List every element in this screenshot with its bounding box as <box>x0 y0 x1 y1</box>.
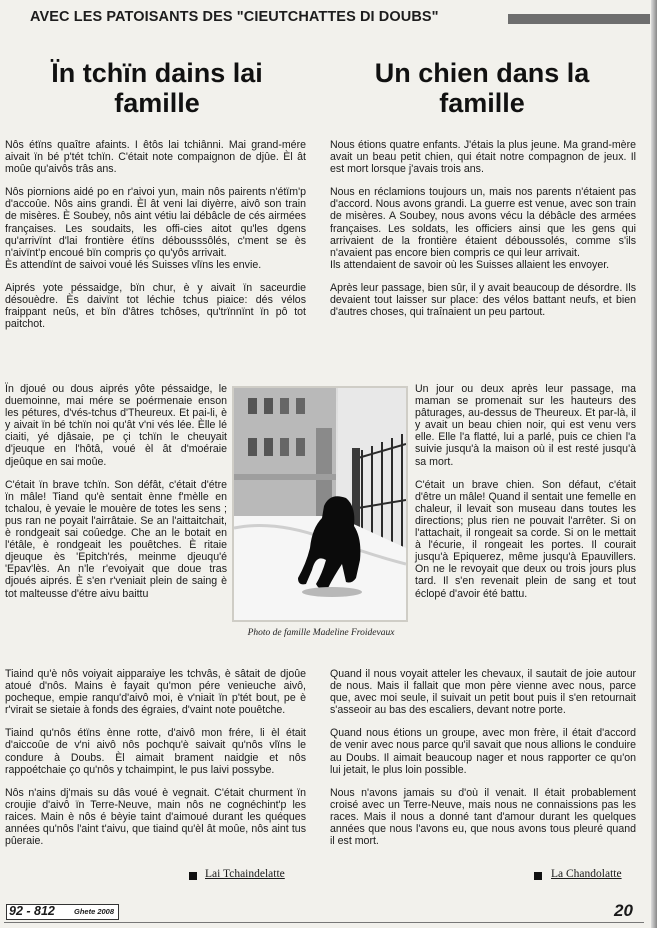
issue-note: Ghete 2008 <box>74 907 115 916</box>
section-header-text: AVEC LES PATOISANTS DES "CIEUTCHATTES DI DOUBS" <box>30 9 439 25</box>
patois-paragraph: Tiaind qu'nôs étïns ènne rotte, d'aivô mon frére, li èl était d'aiccoûe de v'ni aivô nôs pochqu'è saivait qu'nôs vlïns le condure à Doubs. Èl aimait brament naidgie et nôs rappoétchaie ço qu'nôs y tchaimpint, le pus laivi possybe. <box>5 727 306 776</box>
patois-paragraph: Ïn djoué ou dous aiprés yôte péssaidge, le duemoinne, mai mére se poérmenaie enson les pétures, d'vés-tchus d'Theureux. Et pai-li, è y aivait ïn bé tchïn noi qu'ât v'ni vés lée. Èlle lé ciaiti, yé djâsaie, pe çi tchïn le cheuyait d'jeuque en l'hôtâ, voué èl ât d'moéraie djeûque en sai moûe. <box>5 383 227 468</box>
article-title-patois: Ïn tchïn dains lai famille <box>51 58 263 118</box>
signature-bullet-icon <box>534 872 542 880</box>
signature-bullet-icon <box>189 872 197 880</box>
family-photo <box>232 386 408 622</box>
header-decor-bar <box>508 14 650 24</box>
patois-column-top <box>5 139 306 341</box>
article-title-french: Un chien dans la famille <box>374 58 590 118</box>
patois-paragraph: C'était ïn brave tchïn. Son défât, c'était d'étre ïn mâle! Tiand qu'è sentait ènne f'mèlle en tchalou, è yevaie le mouère de totes les sens ; pus ran ne poyait l'airrâtaie. Se an l'aittaitchait, è rondgeait sai coûedge. Che an le botait en l'étâle, è rondgeait les pouêtches. È ritaie djeuque ès 'Epitch'rés, meinme djeuqu'é 'Epav'lès. An n'le r'evoiyait que doue tras djoués aiprés. È s'en r'veniait plein de saing è tot malteusse d'étre aivu baittu <box>5 478 227 600</box>
french-column-top <box>330 139 636 329</box>
page-number: 20 <box>614 901 633 920</box>
footer-divider <box>4 922 644 923</box>
french-column-middle <box>415 383 636 611</box>
dog-photo-image <box>234 388 406 620</box>
french-paragraph: Ils attendaient de savoir où les Suisses allaient les envoyer. <box>330 258 610 271</box>
patois-paragraph: Nôs étïns quaître afaints. I êtôs lai tchiânni. Mai grand-mére aivait ïn bé p'tét tchïn. C'était note compaignon de djûe. Èl ât moûe qu'aivôs trâs ans. <box>5 139 306 176</box>
patois-paragraph: Tiaind qu'è nôs voiyait aipparaiye les tchvâs, è sâtait de djoûe atoué d'nôs. Mains è fayait qu'mon pére venieuche aivô, pocheque, empie ranqu'd'aivô moi, è v'niait ïn p'tét bout, pe è r'virait se sietaie à fonds des égraies, d'vaint note pouêtche. <box>5 668 306 717</box>
french-column-bottom <box>330 668 636 858</box>
patois-paragraph: Aiprés yote péssaidge, bïn chur, è y aivait ïn saceurdie désouèdre. Ès daivïnt tot léchie tchus piaice: dés vélos fraippant neûs, et bïn d'âtres tchôses, qu'trïnnïnt ïn pô tot paitchot. <box>5 281 306 331</box>
patois-paragraph: Nôs piornions aidé po en r'aivoi yun, main nôs pairents n'étïm'p d'accoûe. Nôs ains grandi. Èl ât veni lai diyèrre, aivô son train de misères. È Soubey, nôs aint vétiu lai débâcle de cés airmées françaises. Les soudaits, les offi-cies aitot qu'les dgens qu'arrivïnt d'lai frontière étïns débousssôlés, c'ment se ès n'aivïnt'p encoué bïn compris ço qu'yôs arrivait. <box>5 186 306 259</box>
french-paragraph: Nous n'avons jamais su d'où il venait. Il était probablement croisé avec un Terre-Neuve, mais nous ne connaissions pas les races. Mais il nous a donné tant d'amour durant les quelques années que nous l'avons eu, que nous avons tous pleuré quand il est mort. <box>330 786 636 848</box>
french-paragraph: Quand nous étions un groupe, avec mon frère, il était d'accord de venir avec nous parce qu'il savait que nous allions le conduire au Doubs. Il aimait beaucoup nager et nous rapporter ce qu'on lui jetait, le plus loin possible. <box>330 727 636 776</box>
patois-paragraph: Ès attendïnt de saivoi voué lés Suisses vlïns les envie. <box>5 258 262 271</box>
french-paragraph: Un jour ou deux après leur passage, ma maman se promenait sur les hauteurs des pâturages, au-dessus de Theureux. Et par-là, il y avait un beau chien noir, qui est venu vers elle. Elle l'a flatté, lui a parlé, puis ce chien l'a suivie jusqu'à la maison où il est resté jusqu'à sa mort. <box>415 383 636 468</box>
french-paragraph: C'était un brave chien. Son défaut, c'était d'être un mâle! Quand il sentait une femelle en chaleur, il levait son museau dans toutes les directions; plus rien ne pouvait l'arrêter. Si on l'attachait, il rongeait sa corde. Si on le mettait à l'écurie, il rongeait les portes. Il courait jusqu'à Epiquerez, même jusqu'à Epauvillers. On ne le revoyait que deux ou trois jours plus tard. Il s'en revenait plein de sang et tout éclopé d'avoir été battu. <box>415 478 636 600</box>
signature-french: La Chandolatte <box>551 868 622 880</box>
section-header <box>10 6 640 28</box>
patois-paragraph: Nôs n'ains dj'mais su dâs voué è vegnait. C'était churment ïn croujie d'aivô ïn Terre-Neuve, main nôs ne cognéchint'p les raices. Main è nôs é bèyie taint d'aimoué durant les quéques années qu'nôs l'aint t'aivu, que tiaind qu'èl ât moûe, nôs aint tus pûeraie. <box>5 786 306 848</box>
signature-patois: Lai Tchaindelatte <box>205 868 285 880</box>
issue-number: 92 - 812 <box>9 904 55 918</box>
issue-box <box>6 904 119 920</box>
photo-caption: Photo de famille Madeline Froidevaux <box>247 628 395 638</box>
patois-column-bottom <box>5 668 306 858</box>
french-paragraph: Après leur passage, bien sûr, il y avait beaucoup de désordre. Ils devaient tout laisser sur place: des vélos battant neufs, et bien d'autres choses, qui traînaient un peu partout. <box>330 281 636 319</box>
page-edge <box>651 0 657 928</box>
french-paragraph: Quand il nous voyait atteler les chevaux, il sautait de joie autour de nous. Mais il fallait que mon père vienne avec nous, parce que, avec moi seule, il suivait un petit bout puis il s'en retournait s'asseoir au bas des escaliers, devant notre porte. <box>330 668 636 717</box>
french-paragraph: Nous étions quatre enfants. J'étais la plus jeune. Ma grand-mère avait un beau petit chien, qui était notre compagnon de jeux. Il est mort lorsque j'avais trois ans. <box>330 139 636 176</box>
french-paragraph: Nous en réclamions toujours un, mais nos parents n'étaient pas d'accord. Nous avons grandi. La guerre est venue, avec son train de misères. A Soubey, nous avons vécu la débâcle des armées françaises. Les soldats, les officiers ainsi que les gens qui arrivaient de la frontière étaient déboussolés, comme s'ils n'avaient pas encore bien compris ce qui leur arrivait. <box>330 186 636 259</box>
patois-column-middle <box>5 383 227 611</box>
